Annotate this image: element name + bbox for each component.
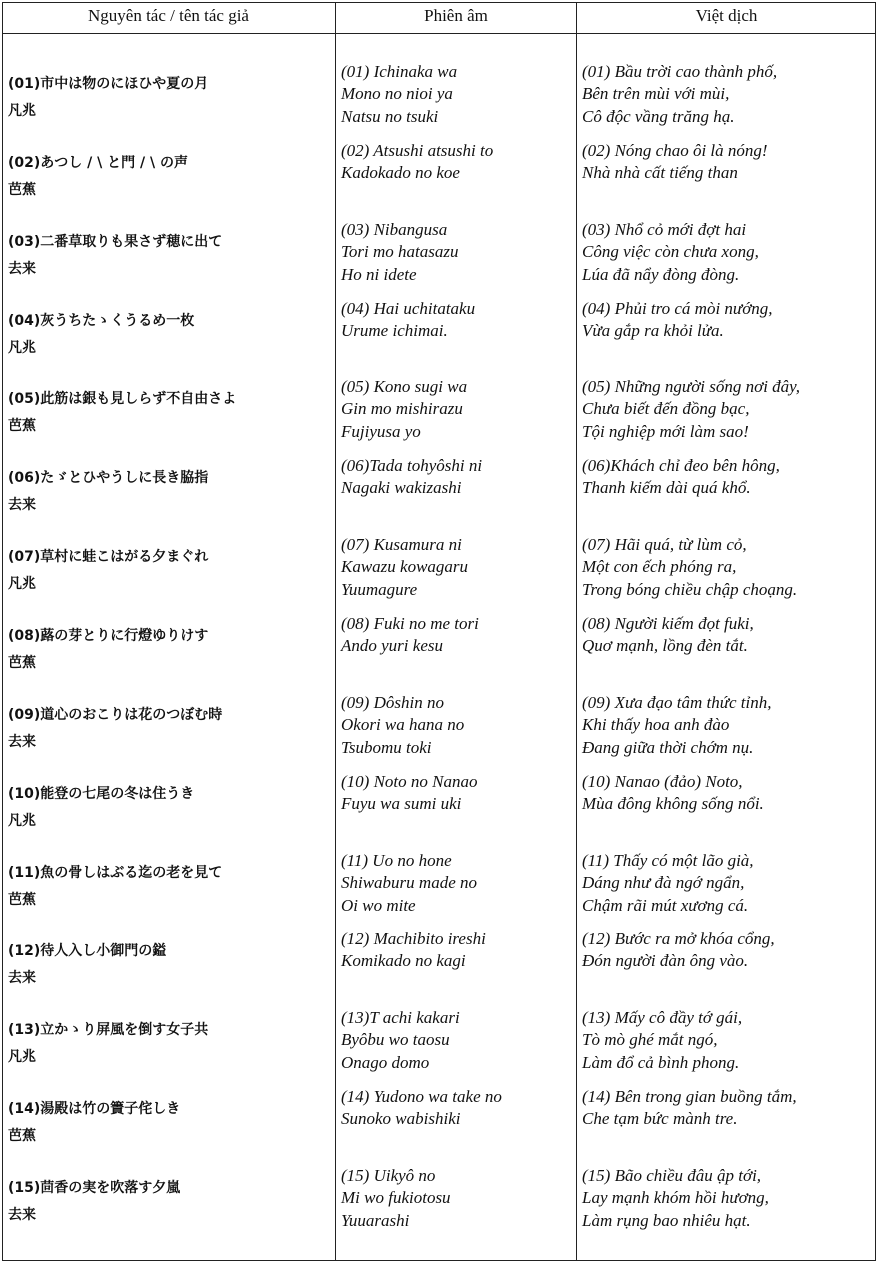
header-divider: [2, 33, 876, 34]
column-divider: [335, 2, 336, 1261]
vietnamese-cell: (03) Nhổ cỏ mới đợt hai Công việc còn chưa xong, Lúa đã nẩy đòng đòng.: [582, 220, 759, 284]
original-verse: (01)市中は物のにほひや夏の月: [8, 76, 209, 92]
author-name: 凡兆: [8, 1049, 36, 1065]
romaji-cell: (11) Uo no hone Shiwaburu made no Oi wo mite: [341, 851, 477, 915]
vietnamese-cell: (01) Bầu trời cao thành phố, Bên trên mùi với mùi, Cô độc vầng trăng hạ.: [582, 62, 778, 126]
romaji-cell: (06)Tada tohyôshi ni Nagaki wakizashi: [341, 456, 483, 498]
original-verse: (06)たゞとひやうしに長き脇指: [8, 470, 209, 486]
original-cell: [8, 308, 328, 362]
vietnamese-cell: (02) Nóng chao ôi là nóng! Nhà nhà cất tiếng than: [582, 141, 768, 183]
author-name: 芭蕉: [8, 655, 36, 671]
original-cell: [8, 1096, 328, 1150]
vietnamese-cell: (05) Những người sống nơi đây, Chưa biết đến đồng bạc, Tội nghiệp mới làm sao!: [582, 377, 801, 441]
original-cell: [8, 150, 328, 204]
original-cell: [8, 386, 328, 440]
author-name: 凡兆: [8, 813, 36, 829]
original-verse: (14)湯殿は竹の簀子侘しき: [8, 1101, 181, 1117]
romaji-cell: (05) Kono sugi wa Gin mo mishirazu Fujiyusa yo: [341, 377, 468, 441]
romaji-cell: (08) Fuki no me tori Ando yuri kesu: [341, 614, 479, 656]
vietnamese-cell: (13) Mấy cô đầy tớ gái, Tò mò ghé mắt ngó, Làm đổ cả bình phong.: [582, 1008, 743, 1072]
romaji-cell: (12) Machibito ireshi Komikado no kagi: [341, 929, 486, 971]
vietnamese-cell: (04) Phủi tro cá mòi nướng, Vừa gắp ra khỏi lửa.: [582, 299, 773, 341]
romaji-cell: (09) Dôshin no Okori wa hana no Tsubomu toki: [341, 693, 465, 757]
original-cell: [8, 623, 328, 677]
column-divider: [576, 2, 577, 1261]
header-vietnamese: Việt dịch: [695, 6, 758, 25]
original-cell: [8, 229, 328, 283]
original-verse: (09)道心のおこりは花のつぼむ時: [8, 707, 223, 723]
vietnamese-cell: (09) Xưa đạo tâm thức tỉnh, Khi thấy hoa anh đào Đang giữa thời chớm nụ.: [582, 693, 772, 757]
original-verse: (13)立かゝり屏風を倒す女子共: [8, 1022, 209, 1038]
original-verse: (02)あつし / \ と門 / \ の声: [8, 155, 188, 171]
author-name: 凡兆: [8, 576, 36, 592]
original-cell: [8, 938, 328, 992]
romaji-cell: (14) Yudono wa take no Sunoko wabishiki: [341, 1087, 502, 1129]
romaji-cell: (02) Atsushi atsushi to Kadokado no koe: [341, 141, 494, 183]
original-verse: (05)此筋は銀も見しらず不自由さよ: [8, 391, 237, 407]
author-name: 凡兆: [8, 340, 36, 356]
original-verse: (15)茴香の実を吹落す夕嵐: [8, 1180, 181, 1196]
original-cell: [8, 71, 328, 125]
author-name: 去来: [8, 497, 36, 513]
romaji-cell: (04) Hai uchitataku Urume ichimai.: [341, 299, 476, 341]
original-cell: [8, 1017, 328, 1071]
vietnamese-cell: (08) Người kiếm đọt fuki, Quơ mạnh, lồng đèn tắt.: [582, 614, 754, 656]
original-cell: [8, 702, 328, 756]
vietnamese-cell: (14) Bên trong gian buồng tắm, Che tạm bức mành tre.: [582, 1087, 797, 1129]
original-verse: (07)草村に蛙こはがる夕まぐれ: [8, 549, 209, 565]
romaji-cell: (03) Nibangusa Tori mo hatasazu Ho ni idete: [341, 220, 459, 284]
romaji-cell: (15) Uikyô no Mi wo fukiotosu Yuuarashi: [341, 1166, 451, 1230]
vietnamese-cell: (07) Hãi quá, từ lùm cỏ, Một con ếch phóng ra, Trong bóng chiều chập choạng.: [582, 535, 798, 599]
author-name: 去来: [8, 1207, 36, 1223]
romaji-cell: (13)T achi kakari Byôbu wo taosu Onago domo: [341, 1008, 460, 1072]
original-cell: [8, 1175, 328, 1229]
header-original: Nguyên tác / tên tác giả: [88, 6, 249, 25]
vietnamese-cell: (06)Khách chỉ đeo bên hông, Thanh kiếm dài quá khổ.: [582, 456, 780, 498]
original-cell: [8, 544, 328, 598]
romaji-cell: (10) Noto no Nanao Fuyu wa sumi uki: [341, 772, 478, 814]
original-verse: (12)待人入し小御門の鎰: [8, 943, 167, 959]
author-name: 芭蕉: [8, 892, 36, 908]
original-cell: [8, 781, 328, 835]
original-verse: (08)蕗の芽とりに行燈ゆりけす: [8, 628, 209, 644]
vietnamese-cell: (10) Nanao (đảo) Noto, Mùa đông không sống nổi.: [582, 772, 764, 814]
romaji-cell: (07) Kusamura ni Kawazu kowagaru Yuumagure: [341, 535, 469, 599]
author-name: 凡兆: [8, 103, 36, 119]
author-name: 芭蕉: [8, 182, 36, 198]
original-verse: (04)灰うちたゝくうるめ一枚: [8, 313, 195, 329]
author-name: 芭蕉: [8, 418, 36, 434]
original-verse: (03)二番草取りも果さず穂に出て: [8, 234, 223, 250]
vietnamese-cell: (11) Thấy có một lão già, Dáng như đà ngớ ngẩn, Chậm rãi mút xương cá.: [582, 851, 754, 915]
romaji-cell: (01) Ichinaka wa Mono no nioi ya Natsu no tsuki: [341, 62, 458, 126]
vietnamese-cell: (12) Bước ra mở khóa cổng, Đón người đàn ông vào.: [582, 929, 775, 971]
author-name: 芭蕉: [8, 1128, 36, 1144]
header-romaji: Phiên âm: [424, 6, 488, 25]
vietnamese-cell: (15) Bão chiều đâu ập tới, Lay mạnh khóm hồi hương, Làm rụng bao nhiêu hạt.: [582, 1166, 769, 1230]
author-name: 去来: [8, 261, 36, 277]
original-cell: [8, 860, 328, 914]
original-verse: (11)魚の骨しはぶる迄の老を見て: [8, 865, 223, 881]
author-name: 去来: [8, 734, 36, 750]
author-name: 去来: [8, 970, 36, 986]
original-cell: [8, 465, 328, 519]
original-verse: (10)能登の七尾の冬は住うき: [8, 786, 195, 802]
